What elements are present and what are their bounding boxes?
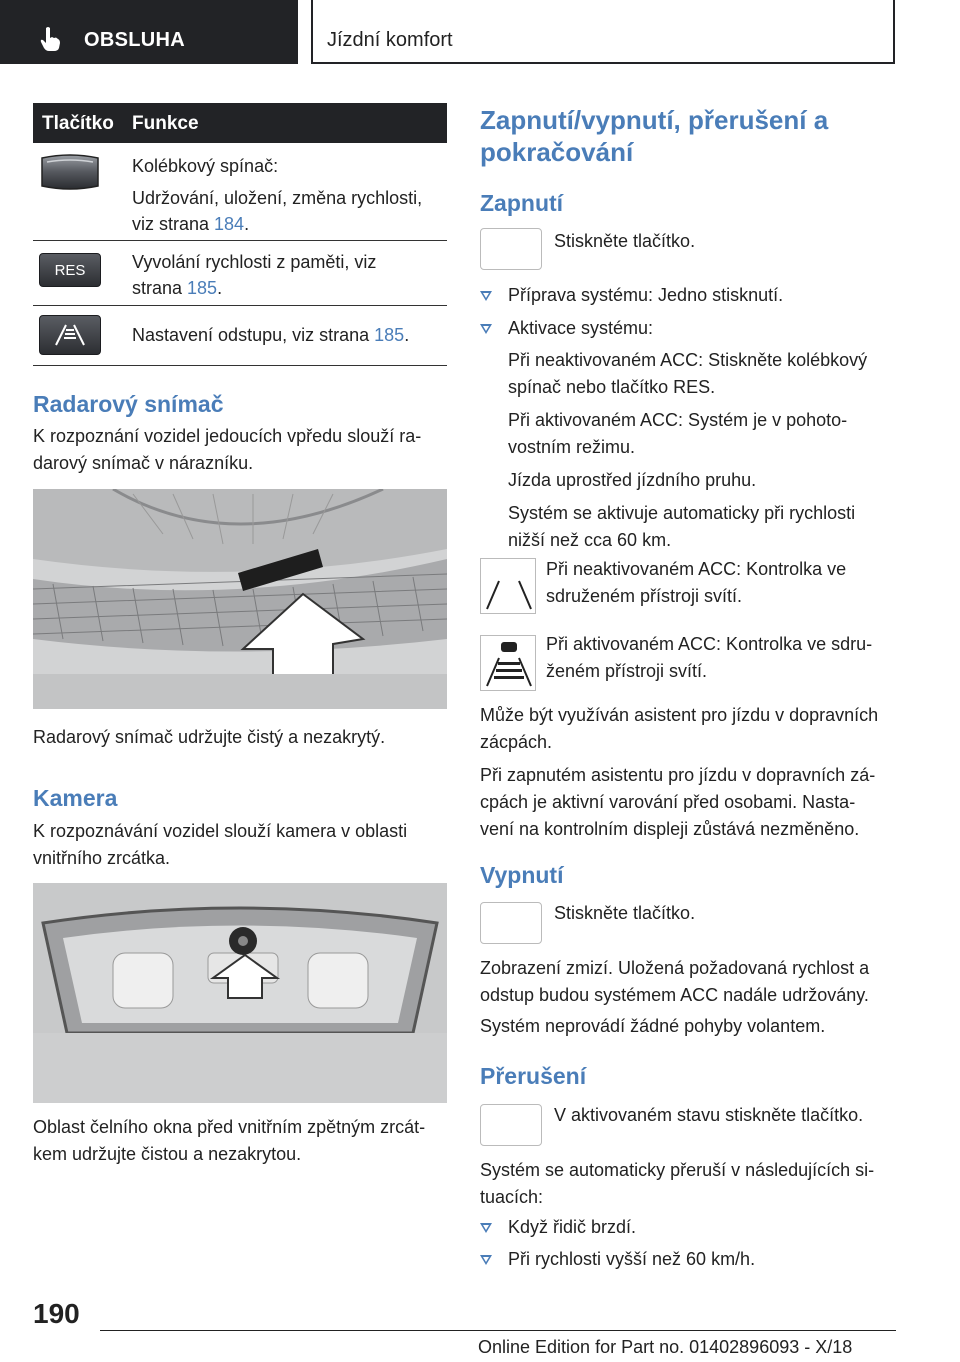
radar-care-text: Radarový snímač udržujte čistý a nezakrytý.: [33, 727, 386, 747]
section-label: OBSLUHA: [84, 29, 185, 51]
on-heading: Zapnutí: [480, 190, 564, 216]
interrupt-button-icon: [480, 1104, 542, 1146]
page-link-184[interactable]: 184: [214, 214, 245, 234]
acc-inactive-indicator-icon: [480, 558, 536, 614]
chapter-header: [311, 0, 895, 64]
col-function-header: Funkce: [132, 113, 199, 134]
triangle-bullet-icon: [480, 1255, 492, 1265]
off-press-text: Stiskněte tlačítko.: [554, 903, 696, 923]
off-heading: Vypnutí: [480, 862, 564, 888]
edition-note: Online Edition for Part no. 01402896093 - X/18: [478, 1337, 853, 1357]
button-function-table: [33, 103, 447, 366]
person-warning-text: Při zapnutém asistentu pro jízdu v dopravních zá- cpách je aktivní varování před osobami. Nasta- vení na kontrolním displeji zůstává nezměněno.: [480, 765, 876, 839]
acc-active-indicator-icon: [480, 635, 536, 691]
distance-button-icon: [39, 315, 101, 355]
triangle-bullet-icon: [480, 324, 492, 334]
res-desc: Vyvolání rychlosti z paměti, viz: [132, 252, 377, 272]
chapter-title: Jízdní komfort: [327, 29, 453, 51]
rocker-switch-icon: [39, 152, 101, 192]
rocker-ref: viz strana: [132, 214, 215, 234]
auto-interrupt-text: Systém se automaticky přeruší v následujících si- tuacích:: [480, 1160, 875, 1207]
table-row: RES Vyvolání rychlosti z paměti, viz strana 185.: [33, 241, 447, 306]
table-header: [33, 103, 447, 143]
traffic-jam-text: Může být využíván asistent pro jízdu v dopravních zácpách.: [480, 705, 879, 752]
camera-heading: Kamera: [33, 785, 118, 811]
distance-desc: Nastavení odstupu, viz strana: [132, 325, 375, 345]
hand-pointer-icon: [40, 26, 62, 52]
page-link-185[interactable]: 185: [187, 278, 218, 298]
section-title: Zapnutí/vypnutí, přerušení a pokračování: [480, 105, 829, 167]
on-press-text: Stiskněte tlačítko.: [554, 231, 696, 251]
indicator-active-text: Při aktivovaném ACC: Kontrolka ve sdru- ženém přístroji svítí.: [546, 634, 873, 681]
acc-off-button-icon: [480, 902, 542, 944]
camera-intro: K rozpoznávání vozidel slouží kamera v oblasti vnitřního zrcátka.: [33, 821, 408, 868]
triangle-bullet-icon: [480, 291, 492, 301]
no-steering-text: Systém neprovádí žádné pohyby volantem.: [480, 1016, 826, 1036]
activation-details: Při neaktivovaném ACC: Stiskněte kolébkový spínač nebo tlačítko RES. Při aktivovaném ACC: Systém je v pohoto- vostním režimu. Jízda uprostřed jízdního pruhu. Systém se aktivuje automaticky při rychlosti nižší než cca 60 km.: [508, 350, 868, 550]
res-button-icon: RES: [39, 253, 101, 287]
triangle-bullet-icon: [480, 1223, 492, 1233]
radar-intro: K rozpoznání vozidel jedoucích vpředu slouží ra- darový snímač v nárazníku.: [33, 426, 422, 473]
rocker-label: Kolébkový spínač:: [132, 156, 279, 176]
interrupt-heading: Přerušení: [480, 1063, 587, 1089]
radar-sensor-photo: [33, 489, 447, 709]
off-result-text: Zobrazení zmizí. Uložená požadovaná rychlost a odstup budou systémem ACC nadále udržovány.: [480, 958, 870, 1005]
radar-heading: Radarový snímač: [33, 391, 224, 417]
col-button-header: Tlačítko: [42, 113, 114, 134]
footer-divider: [100, 1330, 896, 1331]
rocker-desc: Udržování, uložení, změna rychlosti,: [132, 188, 423, 208]
acc-button-icon: [480, 228, 542, 270]
camera-care-text: Oblast čelního okna před vnitřním zpětným zrcát- kem udržujte čistou a nezakrytou.: [33, 1117, 426, 1164]
page-link-185b[interactable]: 185: [374, 325, 405, 345]
interrupt-press-text: V aktivovaném stavu stiskněte tlačítko.: [554, 1105, 864, 1125]
table-row: Kolébkový spínač: Udržování, uložení, změna rychlosti, viz strana 184.: [33, 143, 447, 241]
section-tab: [0, 0, 298, 64]
table-row: Nastavení odstupu, viz strana 185.: [33, 306, 447, 366]
indicator-inactive-text: Při neaktivovaném ACC: Kontrolka ve sdruženém přístroji svítí.: [546, 559, 847, 606]
page-number: 190: [33, 1298, 80, 1329]
camera-windshield-photo: [33, 883, 447, 1103]
